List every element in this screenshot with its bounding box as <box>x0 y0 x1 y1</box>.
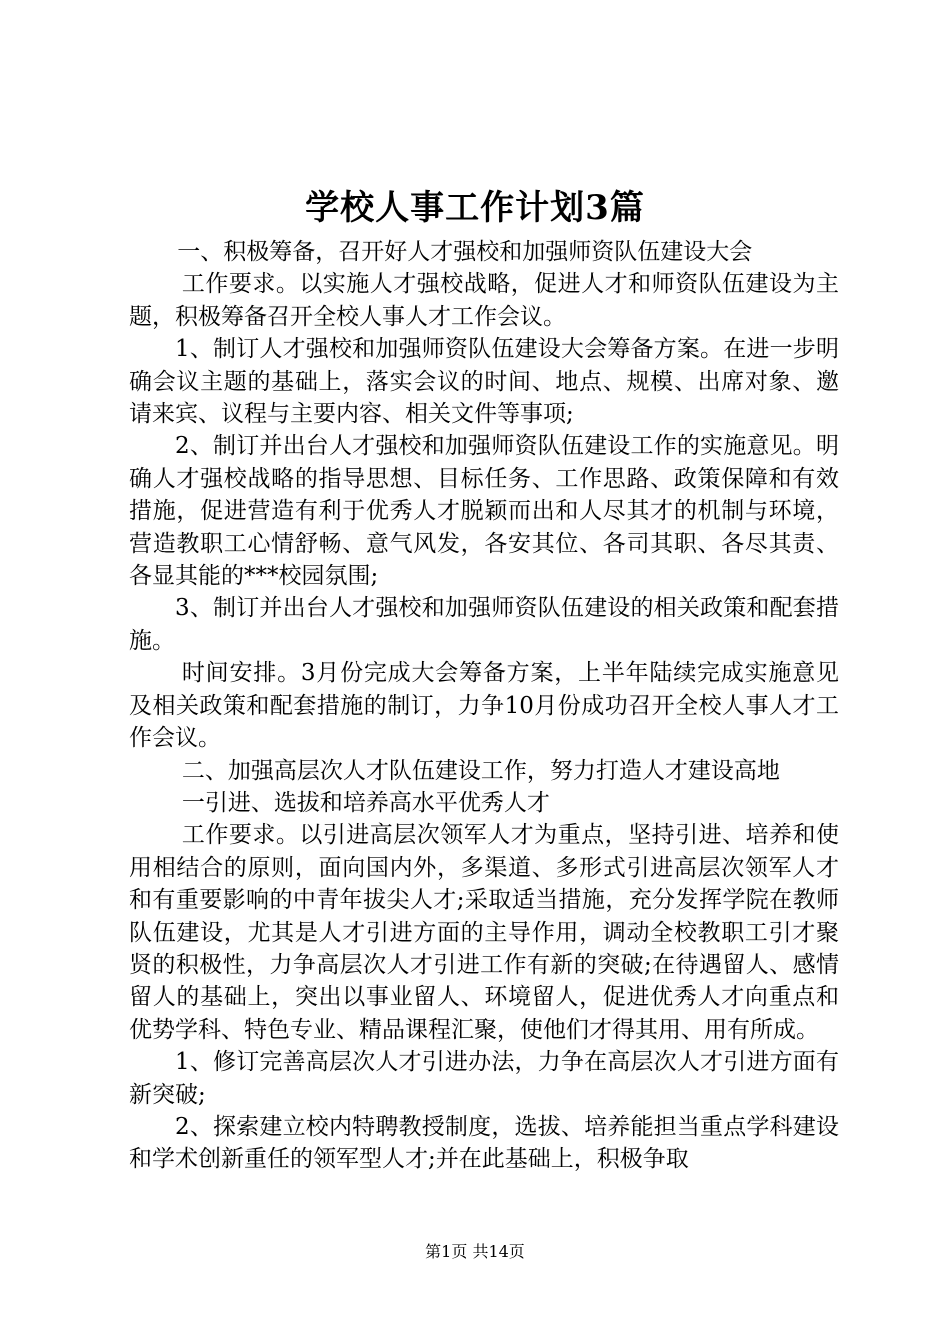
page-footer: 第1页 共14页 <box>425 1242 525 1261</box>
document-title: 学校人事工作计划3篇 <box>305 188 645 228</box>
paragraph-work-requirement-1: 工作要求。以实施人才强校战略，促进人才和师资队伍建设为主题，积极筹备召开全校人事人才工作会议。 <box>129 271 839 330</box>
paragraph-item-1: 1、制订人才强校和加强师资队伍建设大会筹备方案。在进一步明确会议主题的基础上，落实会议的时间、地点、规模、出席对象、邀请来宾、议程与主要内容、相关文件等事项; <box>129 336 839 428</box>
section-heading-2: 二、加强高层次人才队伍建设工作，努力打造人才建设高地 <box>181 757 780 784</box>
paragraph-work-requirement-2: 工作要求。以引进高层次领军人才为重点，坚持引进、培养和使用相结合的原则，面向国内外，多渠道、多形式引进高层次领军人才和有重要影响的中青年拔尖人才;采取适当措施，充分发挥学院在教师队伍建设，尤其是人才引进方面的主导作用，调动全校教职工引才聚贤的积极性，力争高层次人才引进工作有新的突破;在待遇留人、感情留人的基础上，突出以事业留人、环境留人，促进优秀人才向重点和优势学科、特色专业、精品课程汇聚，使他们才得其用、用有所成。 <box>129 822 839 1043</box>
paragraph-item-2: 2、制订并出台人才强校和加强师资队伍建设工作的实施意见。明确人才强校战略的指导思想、目标任务、工作思路、政策保障和有效措施，促进营造有利于优秀人才脱颖而出和人尽其才的机制与环境，营造教职工心情舒畅、意气风发，各安其位、各司其职、各尽其责、各显其能的***校园氛围; <box>129 433 839 590</box>
section-heading-1: 一、积极筹备，召开好人才强校和加强师资队伍建设大会 <box>177 239 753 265</box>
subsection-heading-1: 一引进、选拔和培养高水平优秀人才 <box>181 789 550 816</box>
paragraph-time-schedule: 时间安排。3月份完成大会筹备方案，上半年陆续完成实施意见及相关政策和配套措施的制订，力争10月份成功召开全校人事人才工作会议。 <box>129 660 839 752</box>
document-body <box>129 236 839 1176</box>
paragraph-item-3: 3、制订并出台人才强校和加强师资队伍建设的相关政策和配套措施。 <box>129 595 839 654</box>
paragraph-item-5: 2、探索建立校内特聘教授制度，选拔、培养能担当重点学科建设和学术创新重任的领军型人才;并在此基础上，积极争取 <box>129 1113 839 1173</box>
paragraph-item-4: 1、修订完善高层次人才引进办法，力争在高层次人才引进方面有新突破; <box>129 1049 839 1108</box>
